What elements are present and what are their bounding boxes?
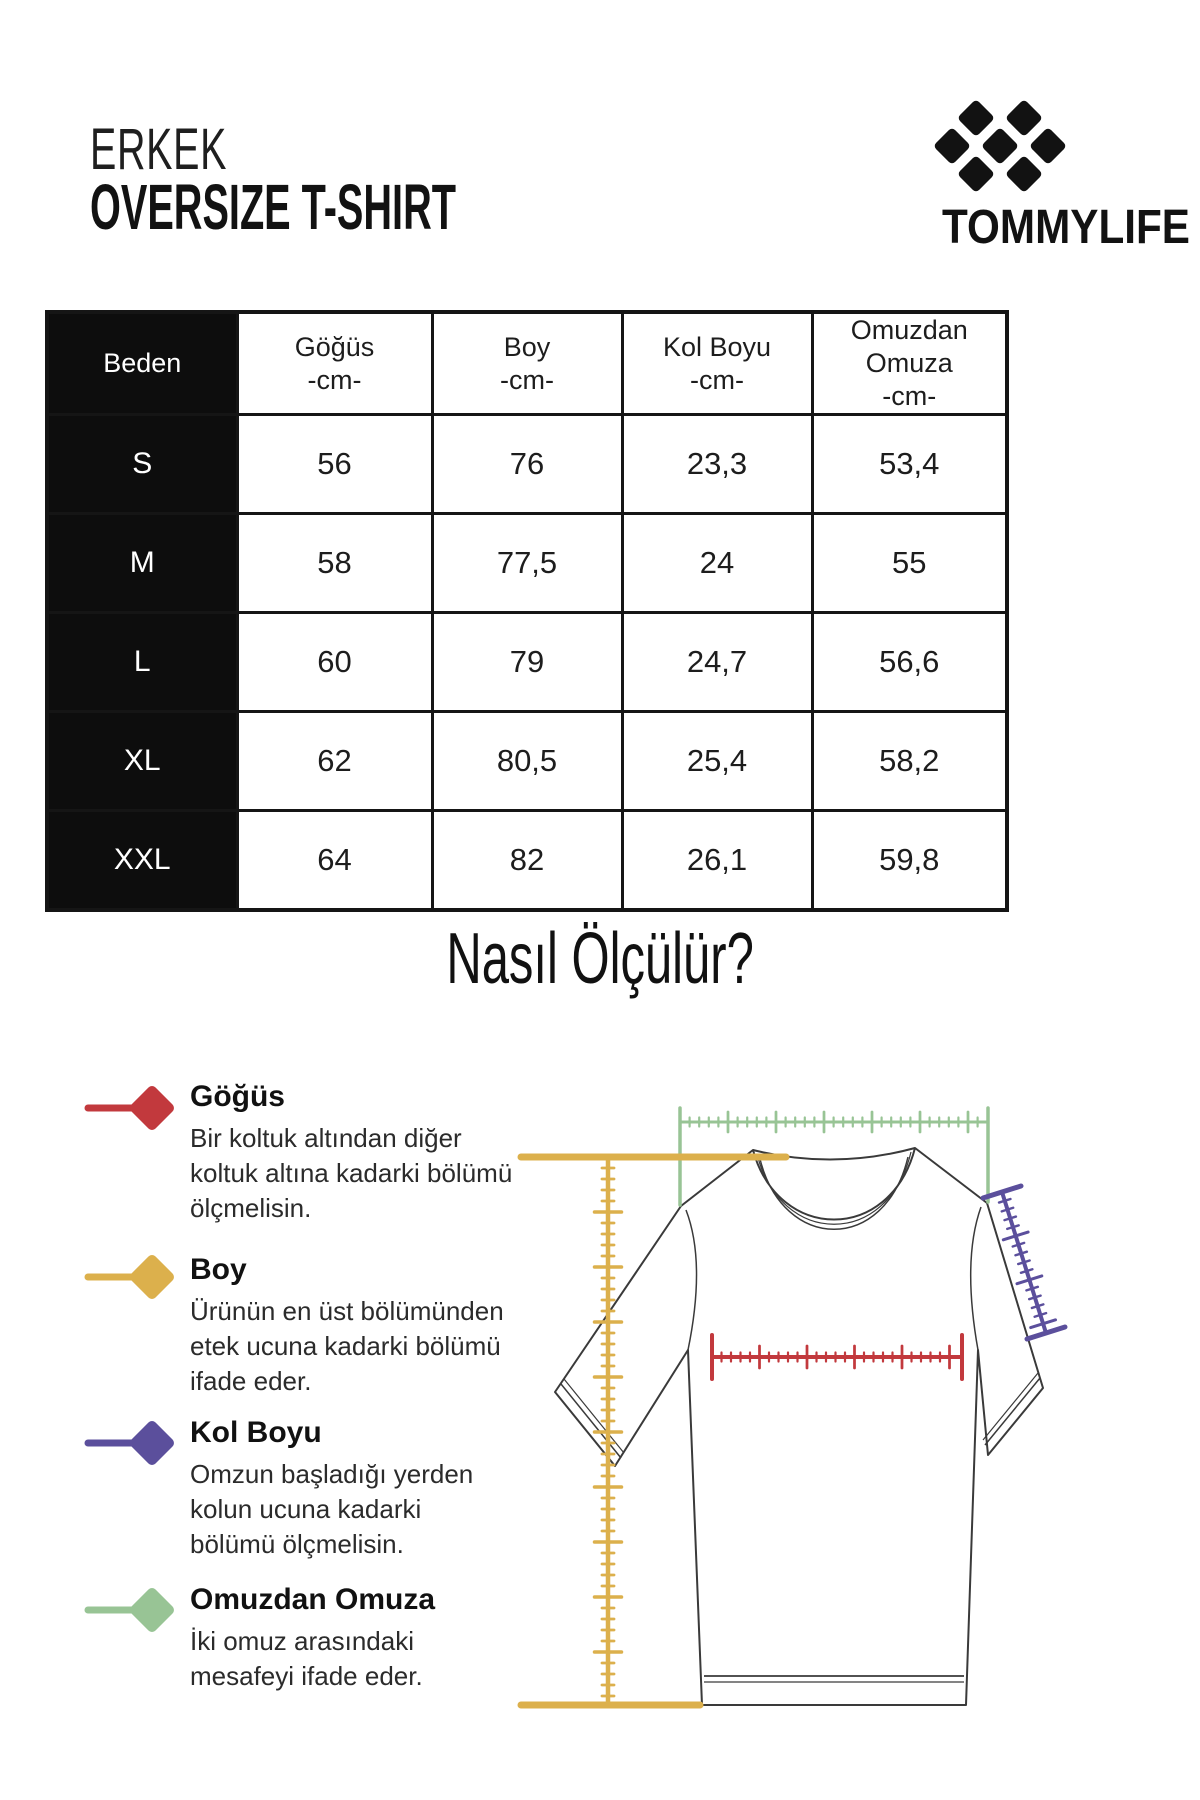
legend-text: İki omuz arasındaki (190, 1626, 414, 1656)
table-row (47, 613, 1007, 712)
cell-length: 80,5 (432, 712, 622, 811)
cell-shoulder: 56,6 (812, 613, 1007, 712)
cell-length: 77,5 (432, 514, 622, 613)
legend-title: Göğüs (190, 1080, 285, 1113)
legend-text: Omzun başladığı yerden (190, 1459, 474, 1489)
size-table (45, 310, 1009, 912)
sleeve-legend-icon (84, 1413, 184, 1473)
size-label: M (47, 514, 237, 613)
table-row (47, 514, 1007, 613)
section-title: Nasıl Ölçülür? (446, 919, 754, 999)
legend-text: Bir koltuk altından diğer (190, 1123, 462, 1153)
legend-item-chest (190, 1080, 535, 1226)
cell-chest: 60 (237, 613, 432, 712)
col-header-kol-boyu: Kol Boyu -cm- (622, 312, 812, 415)
cell-chest: 56 (237, 415, 432, 514)
table-row (47, 811, 1007, 911)
cell-sleeve: 24 (622, 514, 812, 613)
legend-item-sleeve (190, 1416, 535, 1562)
legend-title: Boy (190, 1253, 247, 1286)
cell-length: 76 (432, 415, 622, 514)
cell-shoulder: 59,8 (812, 811, 1007, 911)
table-header-row (47, 312, 1007, 415)
size-label: S (47, 415, 237, 514)
legend-text: kolun ucuna kadarki (190, 1494, 422, 1524)
cell-shoulder: 58,2 (812, 712, 1007, 811)
legend-title: Kol Boyu (190, 1416, 322, 1449)
shoulder-legend-icon (84, 1580, 184, 1640)
cell-sleeve: 24,7 (622, 613, 812, 712)
size-label: XXL (47, 811, 237, 911)
cell-chest: 62 (237, 712, 432, 811)
legend-title: Omuzdan Omuza (190, 1583, 436, 1616)
cell-shoulder: 53,4 (812, 415, 1007, 514)
brand-logo-icon (933, 95, 1083, 195)
legend-text: koltuk altına kadarki bölümü (190, 1158, 513, 1188)
col-header-omuzdan-omuza: Omuzdan Omuza -cm- (812, 312, 1007, 415)
chest-legend-icon (84, 1078, 184, 1138)
cell-sleeve: 26,1 (622, 811, 812, 911)
brand-name: TOMMYLIFE (942, 201, 1190, 254)
col-header-beden: Beden (47, 312, 237, 415)
legend-item-shoulder (190, 1583, 535, 1694)
table-row (47, 415, 1007, 514)
cell-length: 82 (432, 811, 622, 911)
cell-shoulder: 55 (812, 514, 1007, 613)
size-label: XL (47, 712, 237, 811)
cell-sleeve: 23,3 (622, 415, 812, 514)
cell-chest: 64 (237, 811, 432, 911)
tshirt-measure-diagram (500, 1080, 1080, 1740)
col-header-boy: Boy -cm- (432, 312, 622, 415)
legend-text: ölçmelisin. (190, 1193, 312, 1223)
page-title: OVERSIZE T-SHIRT (90, 171, 456, 243)
col-header-gogus: Göğüs -cm- (237, 312, 432, 415)
tshirt-drawing (555, 1148, 1043, 1705)
category-label: ERKEK (90, 117, 228, 182)
size-label: L (47, 613, 237, 712)
cell-chest: 58 (237, 514, 432, 613)
cell-sleeve: 25,4 (622, 712, 812, 811)
legend-text: Ürünün en üst bölümünden (190, 1296, 504, 1326)
table-row (47, 712, 1007, 811)
length-legend-icon (84, 1247, 184, 1307)
legend-item-length (190, 1253, 535, 1399)
cell-length: 79 (432, 613, 622, 712)
legend-text: etek ucuna kadarki bölümü (190, 1331, 501, 1361)
legend-text: bölümü ölçmelisin. (190, 1529, 404, 1559)
legend-text: ifade eder. (190, 1366, 312, 1396)
legend-text: mesafeyi ifade eder. (190, 1661, 423, 1691)
